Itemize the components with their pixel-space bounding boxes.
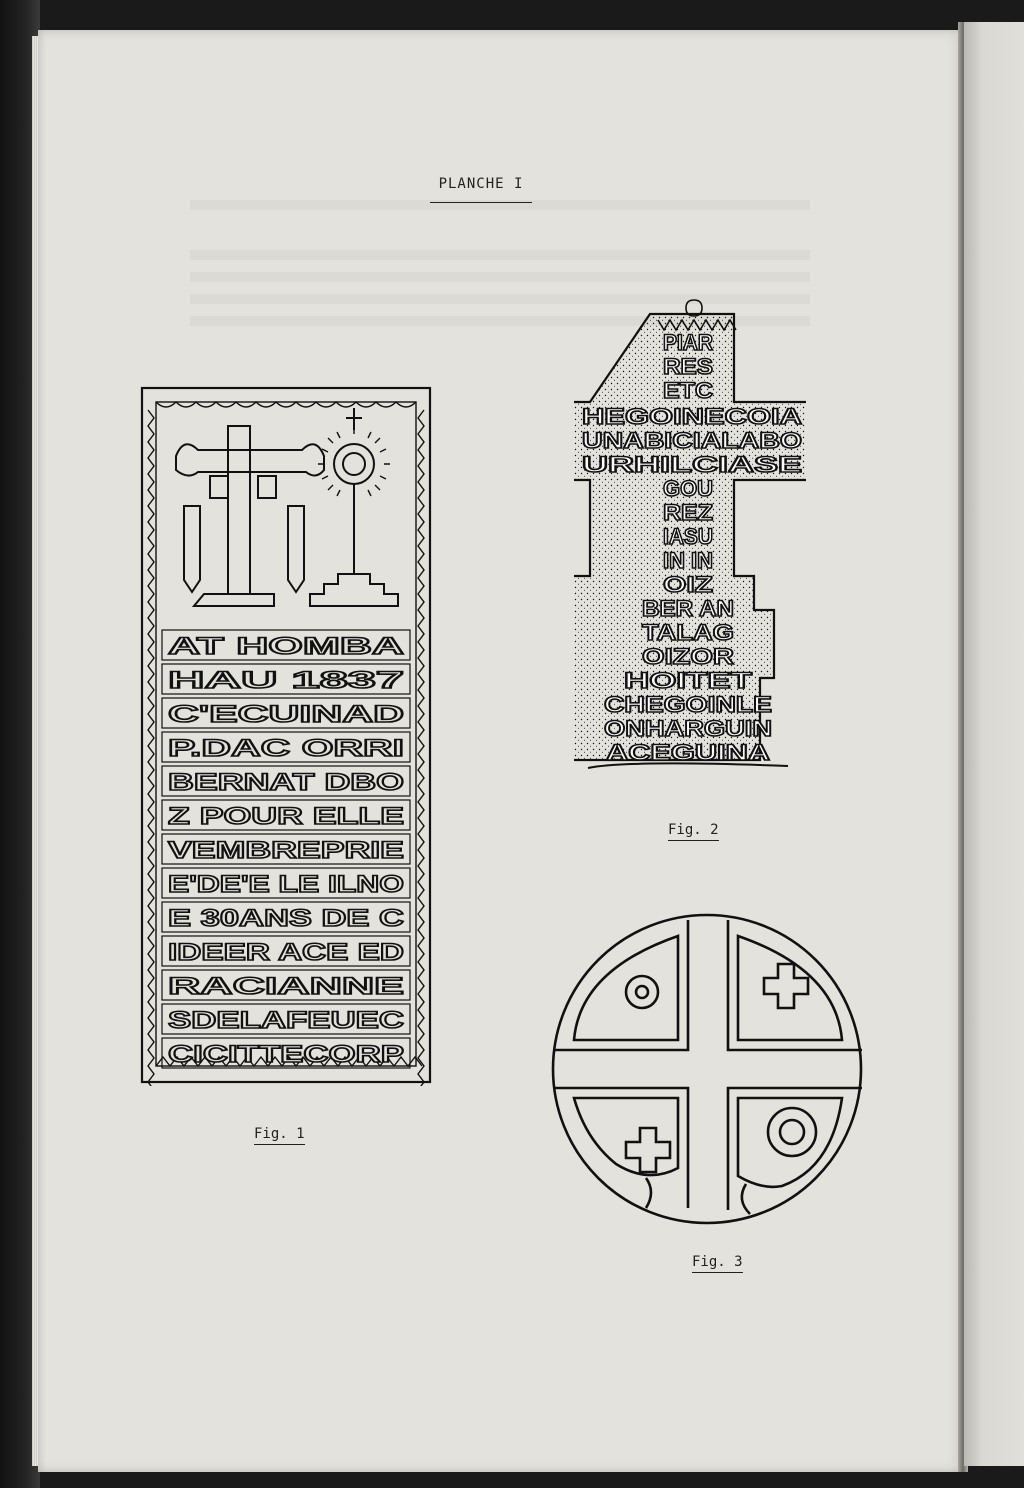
fig1-inscription-line: VEMBREPRIE <box>168 837 404 864</box>
figure-3-caption: Fig. 3 <box>692 1254 743 1273</box>
facing-page-edge <box>964 22 1024 1466</box>
fig2-inscription-line: IN IN <box>663 548 713 573</box>
fig2-inscription-line: URHILCIASE <box>582 452 802 477</box>
figure-2-cross-drawing <box>574 298 806 788</box>
fig2-inscription-line: TALAG <box>642 620 734 645</box>
figure-3-disc-stele-drawing <box>546 908 868 1230</box>
fig1-inscription-line: CICITTECORP <box>168 1041 404 1068</box>
fig2-inscription-line: ACEGUINA <box>606 740 771 765</box>
fig2-inscription-line: IASU <box>663 524 713 549</box>
fig1-inscription-line: HAU 1837 <box>168 667 404 694</box>
fig2-inscription-line: CHEGOINLE <box>604 692 772 717</box>
fig1-inscription-line: AT HOMBA <box>168 633 404 660</box>
fig1-inscription-line: BERNAT DBO <box>168 769 404 796</box>
fig2-inscription-line: OIZOR <box>642 644 735 669</box>
fig2-inscription-line: OIZ <box>663 572 713 597</box>
figure-1-caption: Fig. 1 <box>254 1126 305 1145</box>
plate-title: PLANCHE I <box>430 176 532 203</box>
fig2-inscription-line: REZ <box>663 500 713 525</box>
show-through-text <box>190 250 810 260</box>
fig2-inscription-line: PIAR <box>663 330 714 355</box>
fig1-inscription-line: SDELAFEUEC <box>168 1007 404 1034</box>
fig2-inscription-line: BER AN <box>642 596 734 621</box>
fig2-inscription-line: GOU <box>663 476 713 501</box>
fig2-inscription-line: ONHARGUIN <box>604 716 772 741</box>
figure-1-stele-drawing <box>140 386 432 1086</box>
fig1-inscription-line: E'DE'E LE ILNO <box>168 871 404 898</box>
fig2-inscription-line: HEGOINECOIA <box>582 404 803 429</box>
fig1-inscription-line: E 30ANS DE C <box>168 905 404 932</box>
fig1-inscription-line: P.DAC ORRI <box>168 735 404 762</box>
fig2-inscription-line: UNABICIALABO <box>582 428 802 453</box>
fig2-inscription-line: RES <box>663 354 713 379</box>
figure-2-caption: Fig. 2 <box>668 822 719 841</box>
fig1-inscription-line: IDEER ACE ED <box>168 939 404 966</box>
fig1-inscription-line: Z POUR ELLE <box>168 803 404 830</box>
fig2-inscription-line: HOITET <box>624 668 753 693</box>
fig2-inscription-line: ETC <box>663 378 714 403</box>
fig1-inscription-line: RACIANNE <box>168 973 404 1000</box>
show-through-text <box>190 272 810 282</box>
fig1-inscription-line: C'ECUINAD <box>168 701 404 728</box>
